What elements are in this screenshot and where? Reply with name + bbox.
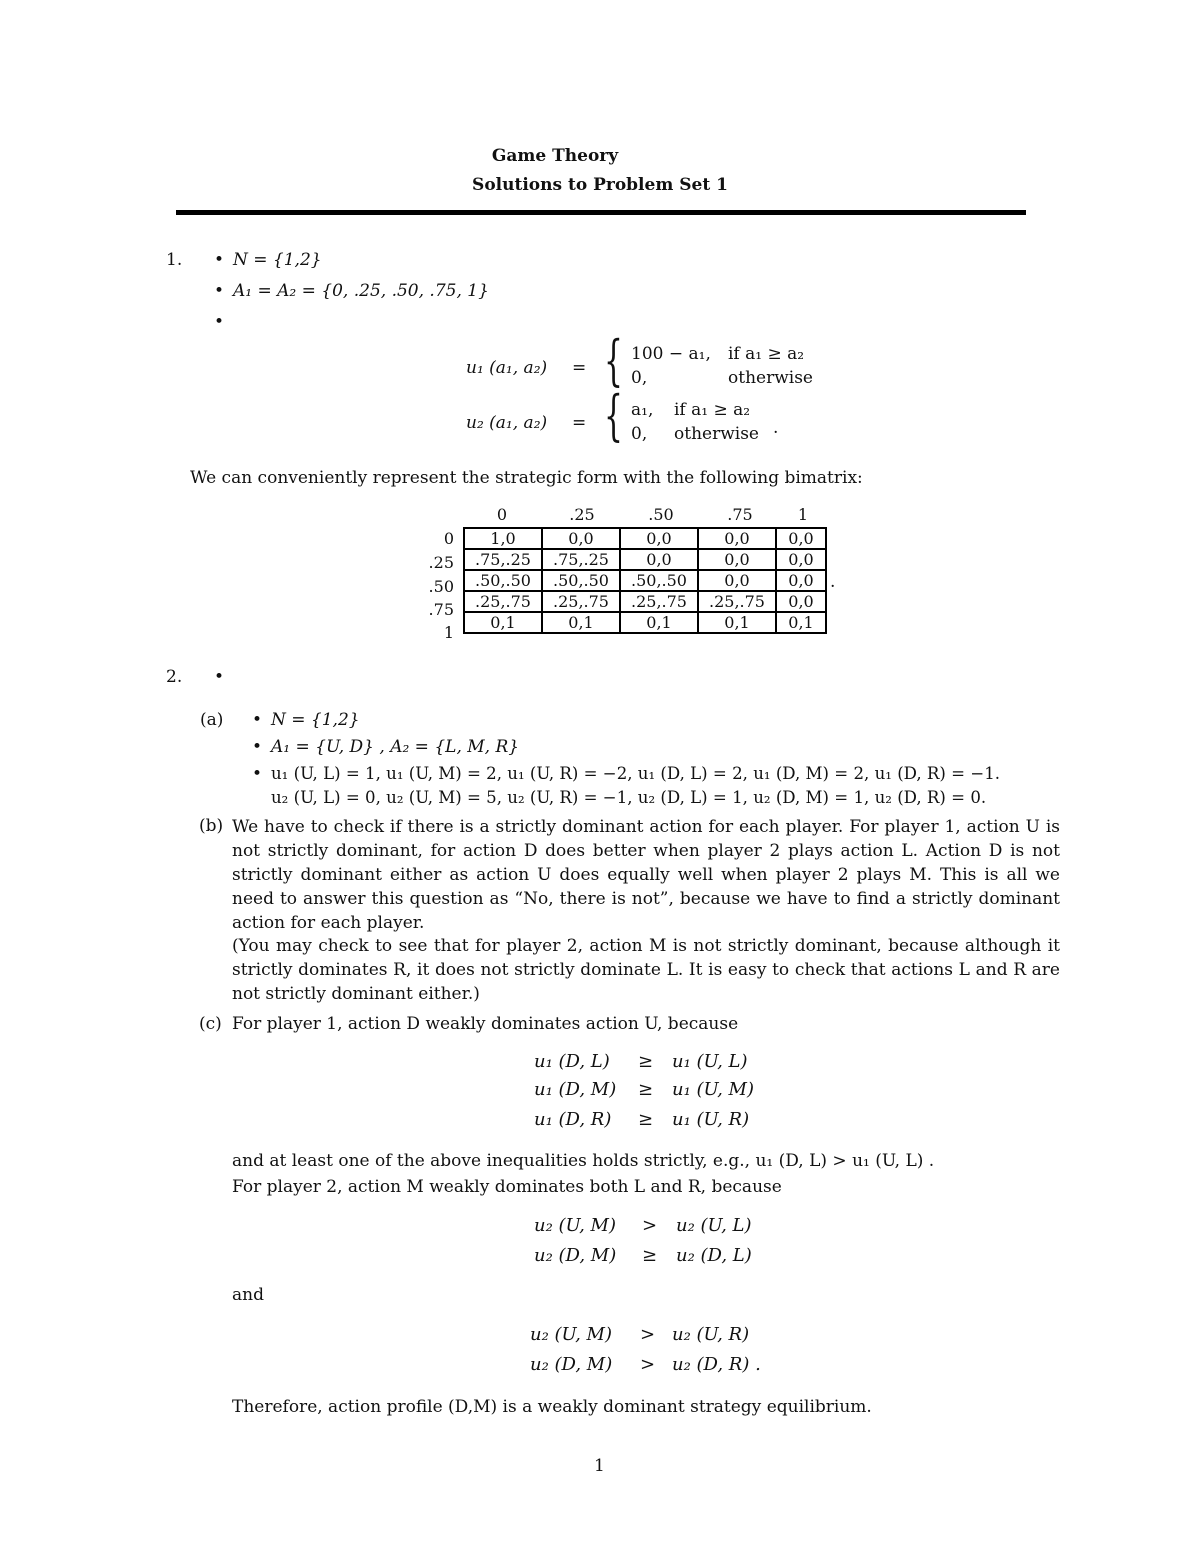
and-text: and	[232, 1285, 264, 1305]
inequality-lhs: u₂ (D, M)	[534, 1245, 617, 1266]
inequality-rhs: u₁ (U, L)	[672, 1051, 748, 1072]
table-row	[464, 612, 826, 633]
table-cell: 0,0	[776, 570, 826, 591]
table-row	[464, 549, 826, 570]
bullet-icon: •	[252, 710, 263, 730]
column-header: .75	[727, 505, 753, 524]
inequality-operator: ≥	[638, 1079, 654, 1100]
bullet-icon: •	[252, 737, 263, 757]
table-cell: .25,.75	[620, 591, 698, 612]
page-number: 1	[594, 1456, 605, 1476]
part-b-paragraph: We have to check if there is a strictly dominant action for each player. For player 1, action U is not strictly dominant, for action D does better when player 2 plays action L. Action D is not strictly dominant either as action U does equally well when player 2 plays M. This is all we need to answer this question as “No, there is not”, because we have to find a strictly dominant action for each player.	[232, 817, 1060, 933]
equals-sign: =	[572, 413, 587, 433]
part-a-actions: A₁ = {U, D} , A₂ = {L, M, R}	[271, 737, 520, 757]
table-cell: 0,1	[464, 612, 542, 633]
bimatrix-table	[463, 527, 827, 634]
inequality-rhs: u₁ (U, M)	[672, 1079, 754, 1100]
part-a-label: (a)	[200, 710, 224, 730]
table-cell: 0,0	[698, 549, 776, 570]
part-a-payoffs-player2: u₂ (U, L) = 0, u₂ (U, M) = 5, u₂ (U, R) = −1, u₂ (D, L) = 1, u₂ (D, M) = 1, u₂ (D, R) = 0.	[271, 788, 987, 807]
bimatrix-intro: We can conveniently represent the strategic form with the following bimatrix:	[190, 468, 863, 488]
part-c-label: (c)	[199, 1014, 222, 1034]
u1-case2-condition: otherwise	[728, 368, 813, 388]
inequality-operator: ≥	[638, 1051, 654, 1072]
table-cell: .25,.75	[542, 591, 620, 612]
column-header: .50	[648, 505, 674, 524]
table-cell: 0,1	[776, 612, 826, 633]
u1-case2-value: 0,	[631, 368, 648, 388]
u1-case1-condition: if a₁ ≥ a₂	[728, 344, 805, 364]
table-cell: 0,0	[698, 528, 776, 549]
table-cell: 0,0	[698, 570, 776, 591]
inequality-lhs: u₂ (U, M)	[530, 1324, 612, 1345]
period: .	[773, 418, 779, 438]
inequality-rhs: u₁ (U, R)	[672, 1109, 750, 1130]
column-header: 0	[496, 505, 508, 524]
table-cell: 0,0	[776, 549, 826, 570]
inequality-rhs: u₂ (D, R) .	[672, 1354, 761, 1375]
part-c-strict-note: and at least one of the above inequalities holds strictly, e.g., u₁ (D, L) > u₁ (U, L) .	[232, 1151, 935, 1171]
column-header: 1	[797, 505, 809, 524]
table-cell: .25,.75	[698, 591, 776, 612]
row-header: .25	[428, 553, 454, 572]
table-cell: 0,0	[776, 528, 826, 549]
inequality-operator: >	[642, 1215, 658, 1236]
table-row	[464, 528, 826, 549]
bullet-icon: •	[252, 764, 263, 784]
table-row	[464, 591, 826, 612]
bullet-icon: •	[214, 312, 225, 332]
inequality-lhs: u₁ (D, R)	[534, 1109, 612, 1130]
table-row	[464, 570, 826, 591]
u2-case1-condition: if a₁ ≥ a₂	[674, 400, 751, 420]
part-a-payoffs-player1: u₁ (U, L) = 1, u₁ (U, M) = 2, u₁ (U, R) = −2, u₁ (D, L) = 2, u₁ (D, M) = 2, u₁ (D, R) = −1.	[271, 764, 1001, 783]
part-c-player2-intro: For player 2, action M weakly dominates both L and R, because	[232, 1177, 782, 1197]
part-c-conclusion: Therefore, action profile (D,M) is a weakly dominant strategy equilibrium.	[232, 1397, 872, 1417]
title-rule	[176, 210, 1026, 215]
table-cell: .50,.50	[542, 570, 620, 591]
equals-sign: =	[572, 358, 587, 378]
table-cell: 1,0	[464, 528, 542, 549]
problem-2-number: 2.	[166, 667, 183, 687]
table-cell: .25,.75	[464, 591, 542, 612]
inequality-rhs: u₂ (U, L)	[676, 1215, 752, 1236]
table-cell: 0,1	[620, 612, 698, 633]
u2-case2-value: 0,	[631, 424, 648, 444]
inequality-lhs: u₂ (D, M)	[530, 1354, 613, 1375]
table-cell: 0,0	[776, 591, 826, 612]
left-brace-icon: {	[604, 329, 623, 392]
part-b-note: (You may check to see that for player 2, action M is not strictly dominant, because although it strictly dominates R, it does not strictly dominate L. It is easy to check that actions L and R are not strictly dominant either.)	[232, 936, 1060, 1004]
column-header: .25	[569, 505, 595, 524]
row-header: 0	[443, 529, 454, 548]
players-set: N = {1,2}	[233, 250, 322, 270]
period: .	[830, 572, 836, 592]
bullet-icon: •	[214, 250, 225, 270]
table-cell: .75,.25	[542, 549, 620, 570]
part-a-players: N = {1,2}	[271, 710, 360, 730]
table-cell: .50,.50	[464, 570, 542, 591]
u1-case1-value: 100 − a₁,	[631, 344, 711, 364]
table-cell: 0,1	[698, 612, 776, 633]
table-cell: 0,0	[620, 549, 698, 570]
table-cell: 0,1	[542, 612, 620, 633]
u1-lhs: u₁ (a₁, a₂)	[466, 358, 548, 378]
action-sets: A₁ = A₂ = {0, .25, .50, .75, 1}	[233, 281, 489, 301]
row-header: .50	[428, 577, 454, 596]
part-c-intro: For player 1, action D weakly dominates action U, because	[232, 1014, 739, 1034]
inequality-rhs: u₂ (D, L)	[676, 1245, 752, 1266]
table-cell: .50,.50	[620, 570, 698, 591]
inequality-operator: ≥	[638, 1109, 654, 1130]
document-title: Game Theory	[491, 146, 619, 166]
document-subtitle: Solutions to Problem Set 1	[472, 175, 728, 195]
table-cell: 0,0	[620, 528, 698, 549]
table-cell: .75,.25	[464, 549, 542, 570]
row-header: .75	[428, 600, 454, 619]
inequality-operator: ≥	[642, 1245, 658, 1266]
inequality-lhs: u₂ (U, M)	[534, 1215, 616, 1236]
inequality-operator: >	[640, 1324, 656, 1345]
part-b-label: (b)	[199, 816, 224, 836]
inequality-lhs: u₁ (D, L)	[534, 1051, 610, 1072]
left-brace-icon: {	[604, 384, 623, 447]
bullet-icon: •	[214, 281, 225, 301]
row-header: 1	[443, 623, 454, 642]
inequality-lhs: u₁ (D, M)	[534, 1079, 617, 1100]
u2-lhs: u₂ (a₁, a₂)	[466, 413, 548, 433]
inequality-operator: >	[640, 1354, 656, 1375]
problem-1-number: 1.	[166, 250, 183, 270]
bullet-icon: •	[214, 667, 225, 687]
u2-case2-condition: otherwise	[674, 424, 759, 444]
u2-case1-value: a₁,	[631, 400, 654, 420]
inequality-rhs: u₂ (U, R)	[672, 1324, 750, 1345]
table-cell: 0,0	[542, 528, 620, 549]
